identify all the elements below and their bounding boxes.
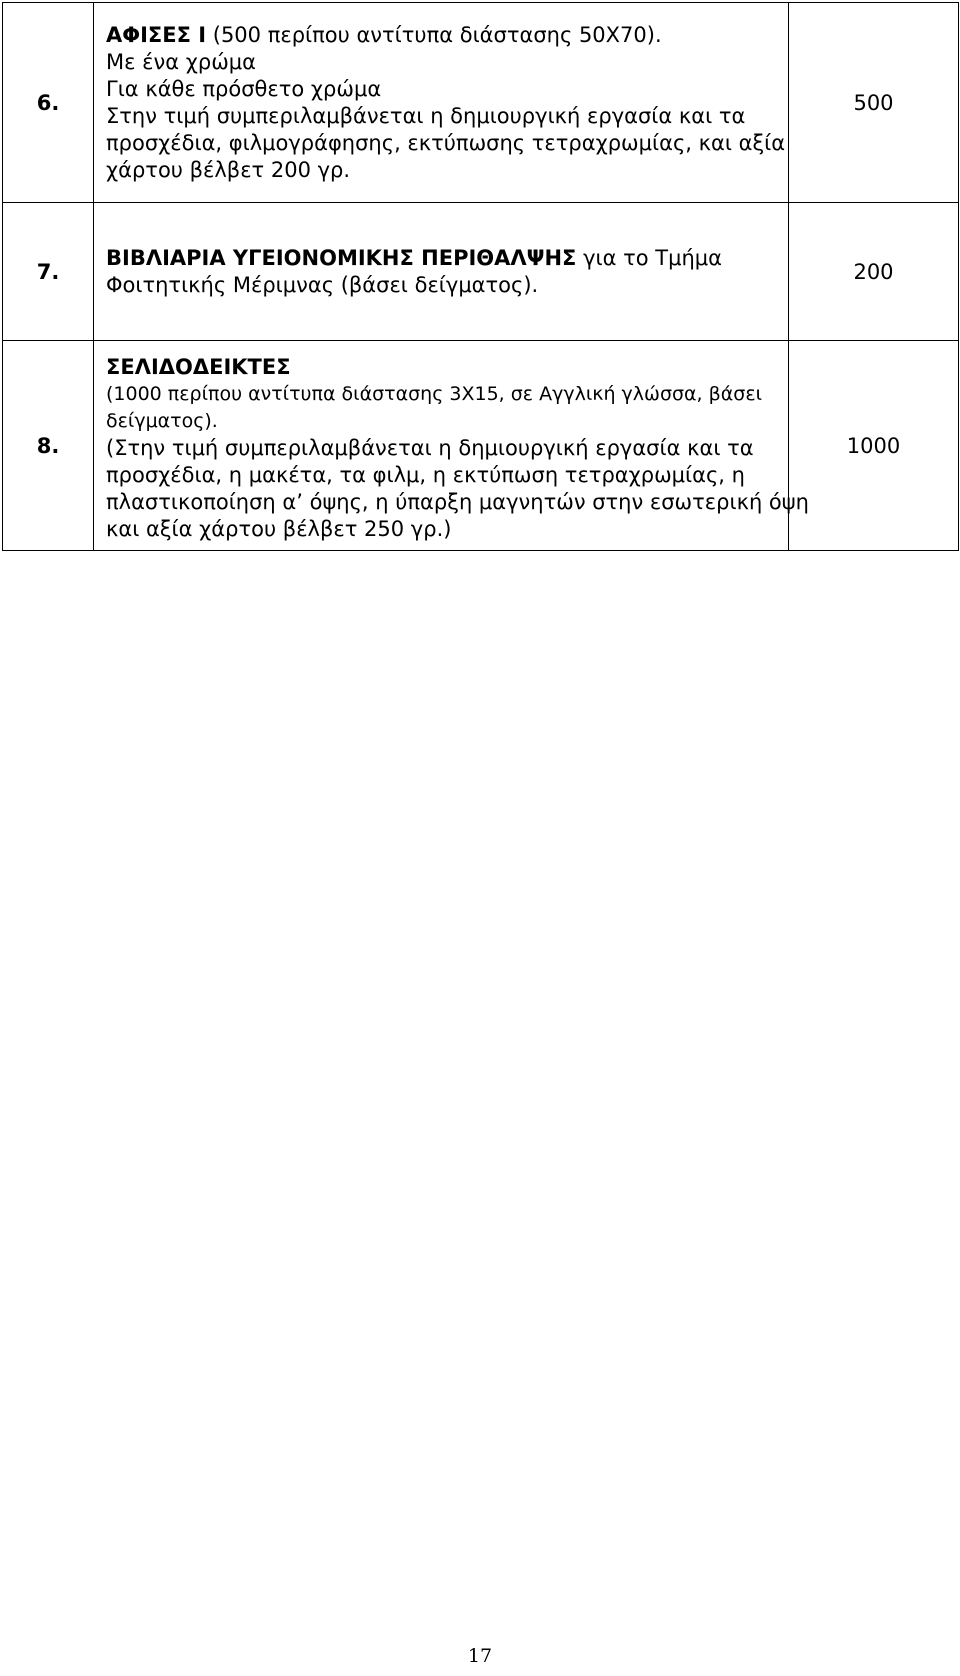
item-number: 6. xyxy=(3,3,94,203)
item-description xyxy=(94,3,789,203)
item-number: 8. xyxy=(3,341,94,551)
item-description xyxy=(94,203,789,341)
item-quantity: 500 xyxy=(789,3,959,203)
item-quantity: 200 xyxy=(789,203,959,341)
description-line: (1000 περίπου αντίτυπα διάστασης 3Χ15, σε Αγγλική γλώσσα, βάσει xyxy=(106,383,763,405)
description-line: πλαστικοποίηση α’ όψης, η ύπαρξη μαγνητών στην εσωτερική όψη xyxy=(106,490,809,514)
description-line: Για κάθε πρόσθετο χρώμα xyxy=(106,76,382,101)
description-line: Φοιτητικής Μέριμνας (βάσει δείγματος). xyxy=(106,272,539,297)
table-row xyxy=(3,341,959,551)
item-number: 7. xyxy=(3,203,94,341)
item-title-suffix: (500 περίπου αντίτυπα διάστασης 50Χ70). xyxy=(206,22,662,47)
description-line: προσχέδια, φιλμογράφησης, εκτύπωσης τετραχρωμίας, και αξία xyxy=(106,130,786,155)
description-line: και αξία χάρτου βέλβετ 250 γρ.) xyxy=(106,517,452,541)
item-title: ΒΙΒΛΙΑΡΙΑ ΥΓΕΙΟΝΟΜΙΚΗΣ ΠΕΡΙΘΑΛΨΗΣ xyxy=(106,245,577,270)
page-number: 17 xyxy=(467,1645,493,1667)
description-line: Με ένα χρώμα xyxy=(106,49,256,74)
specifications-table xyxy=(2,2,959,551)
description-line: προσχέδια, η μακέτα, τα φιλμ, η εκτύπωση τετραχρωμίας, η xyxy=(106,463,745,487)
description-line: χάρτου βέλβετ 200 γρ. xyxy=(106,157,351,182)
item-title-line xyxy=(106,22,780,49)
item-title: ΑΦΙΣΕΣ Ι xyxy=(106,22,207,47)
description-line: Στην τιμή συμπεριλαμβάνεται η δημιουργική εργασία και τα xyxy=(106,103,746,128)
table-row xyxy=(3,3,959,203)
table-row xyxy=(3,203,959,341)
item-description xyxy=(94,341,809,551)
description-line: (Στην τιμή συμπεριλαμβάνεται η δημιουργική εργασία και τα xyxy=(106,436,754,460)
item-title: ΣΕΛΙΔΟΔΕΙΚΤΕΣ xyxy=(106,355,291,379)
item-title-suffix: για το Τμήμα xyxy=(576,245,723,270)
item-quantity: 1000 xyxy=(789,341,959,551)
description-line: δείγματος). xyxy=(106,410,218,432)
item-title-line xyxy=(106,245,780,272)
